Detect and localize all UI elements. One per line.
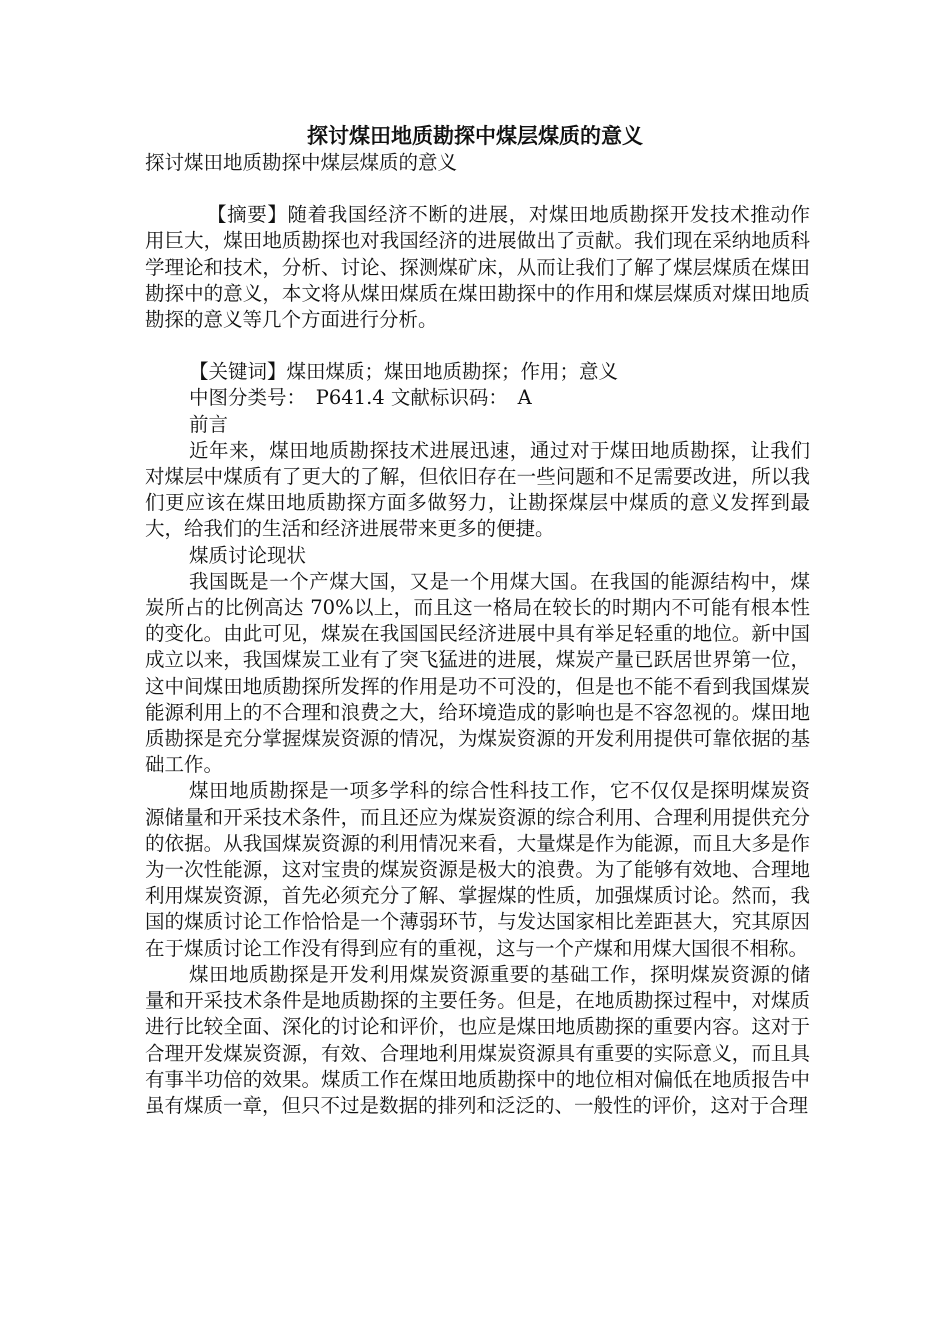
body-paragraph-3: 煤田地质勘探是开发利用煤炭资源重要的基础工作，探明煤炭资源的储量和开采技术条件是地质勘探的主要任务。但是，在地质勘探过程中，对煤质进行比较全面、深化的讨论和评价，也应是煤田地质勘探的重要内容。这对于合理开发煤炭资源，有效、合理地利用煤炭资源具有重要的实际意义，而且具有事半功倍的效果。煤质工作在煤田地质勘探中的地位相对偏低在地质报告中虽有煤质一章，但只不过是数据的排列和泛泛的、一般性的评价，这对于合理 (145, 962, 810, 1117)
abstract-paragraph: 【摘要】随着我国经济不断的进展，对煤田地质勘探开发技术推动作用巨大，煤田地质勘探也对我国经济的进展做出了贡献。我们现在采纳地质科学理论和技术，分析、讨论、探测煤矿床，从而让我们了解了煤层煤质在煤田勘探中的意义，本文将从煤田煤质在煤田勘探中的作用和煤层煤质对煤田地质勘探的意义等几个方面进行分析。 (145, 203, 810, 332)
spacer (145, 333, 810, 359)
classification-line: 中图分类号： P641.4 文献标识码： A (189, 386, 532, 410)
spacer (145, 176, 810, 202)
section-heading-status: 煤质讨论现状 (189, 543, 307, 567)
preface-paragraph: 近年来，煤田地质勘探技术进展迅速，通过对于煤田地质勘探，让我们对煤层中煤质有了更大的了解，但依旧存在一些问题和不足需要改进，所以我们更应该在煤田地质勘探方面多做努力，让勘探煤层中煤质的意义发挥到最大，给我们的生活和经济进展带来更多的便捷。 (145, 438, 810, 541)
keywords-line: 【关键词】煤田煤质；煤田地质勘探；作用；意义 (189, 360, 619, 384)
body-paragraph-2: 煤田地质勘探是一项多学科的综合性科技工作，它不仅仅是探明煤炭资源储量和开采技术条件，而且还应为煤炭资源的综合利用、合理利用提供充分的依据。从我国煤炭资源的利用情况来看，大量煤是作为能源，而且大多是作为一次性能源，这对宝贵的煤炭资源是极大的浪费。为了能够有效地、合理地利用煤炭资源，首先必须充分了解、掌握煤的性质，加强煤质讨论。然而，我国的煤质讨论工作恰恰是一个薄弱环节，与发达国家相比差距甚大，究其原因在于煤质讨论工作没有得到应有的重视，这与一个产煤和用煤大国很不相称。 (145, 779, 810, 960)
document-title: 探讨煤田地质勘探中煤层煤质的意义 (307, 124, 643, 148)
body-paragraph-1: 我国既是一个产煤大国，又是一个用煤大国。在我国的能源结构中，煤炭所占的比例高达 70%以上，而且这一格局在较长的时期内不可能有根本性的变化。由此可见，煤炭在我国国民经济进展中具有举足轻重的地位。新中国成立以来，我国煤炭工业有了突飞猛进的进展，煤炭产量已跃居世界第一位，这中间煤田地质勘探所发挥的作用是功不可没的，但是也不能不看到我国煤炭能源利用上的不合理和浪费之大，给环境造成的影响也是不容忽视的。煤田地质勘探是充分掌握煤炭资源的情况，为煤炭资源的开发利用提供可靠依据的基础工作。 (145, 569, 810, 777)
document-body (145, 150, 810, 1119)
section-heading-preface: 前言 (189, 412, 229, 436)
document-subtitle: 探讨煤田地质勘探中煤层煤质的意义 (145, 151, 458, 174)
